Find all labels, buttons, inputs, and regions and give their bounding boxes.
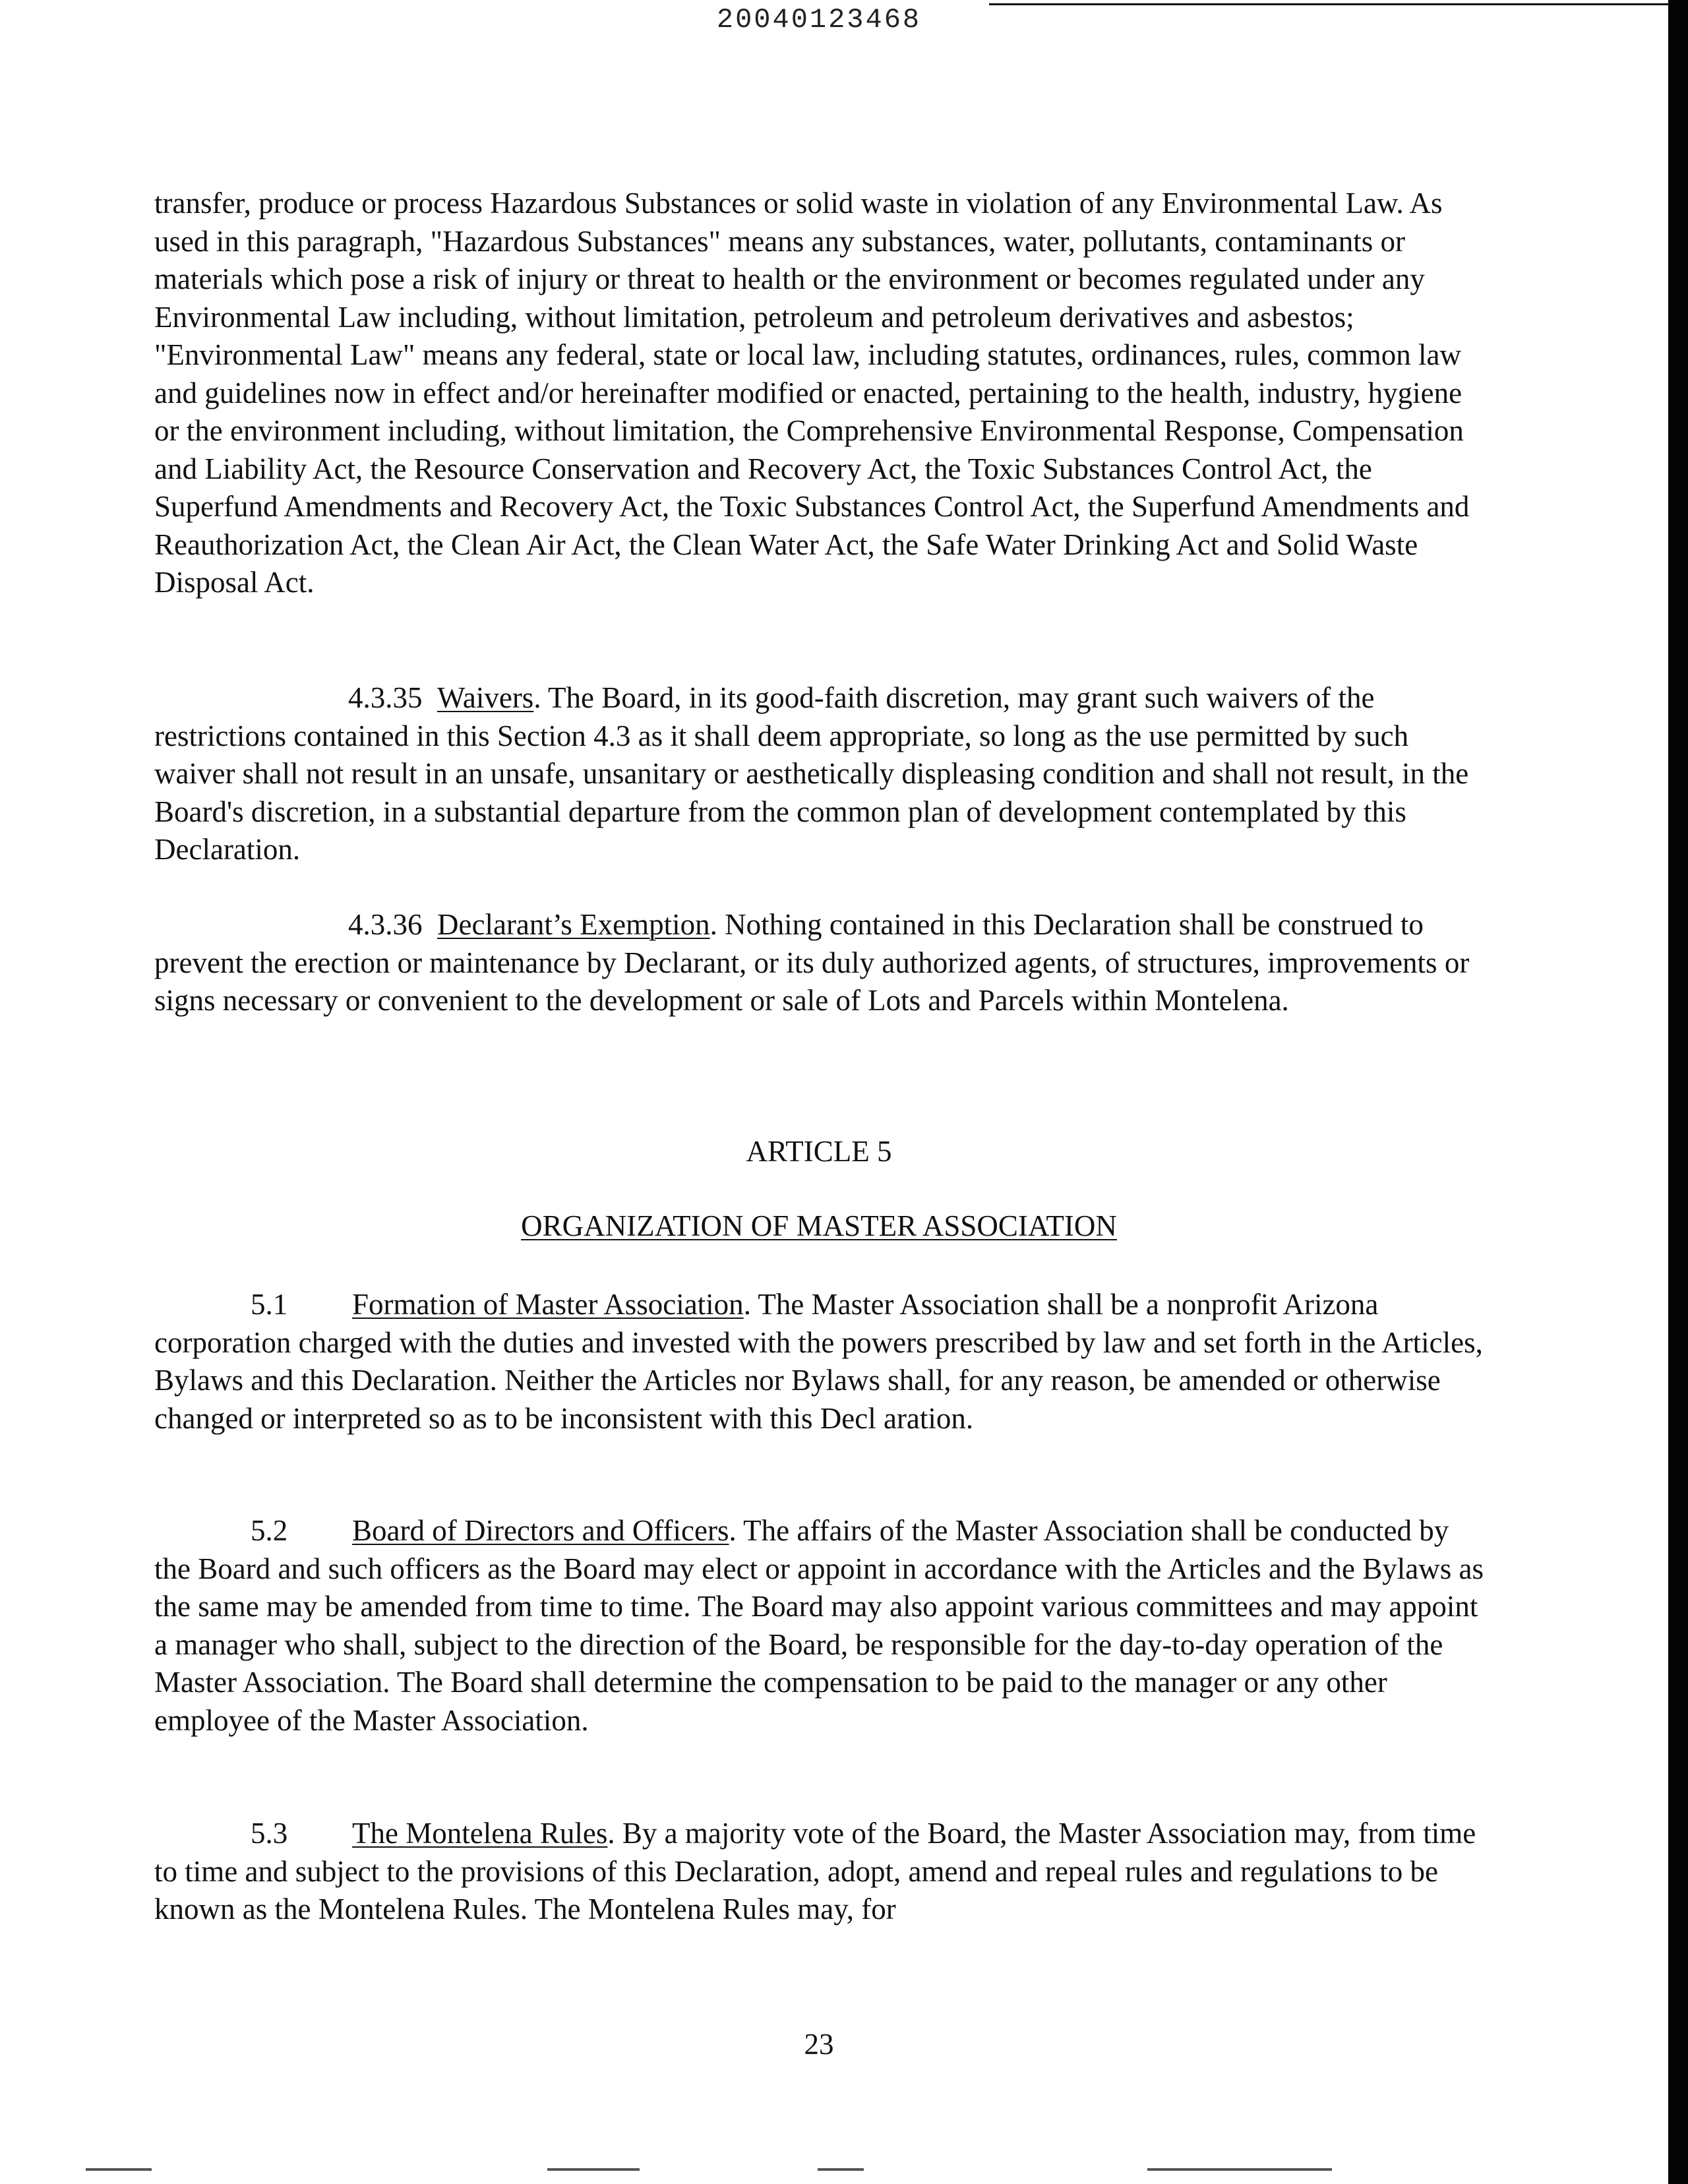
- section-title: Waivers: [437, 681, 534, 714]
- section-5-3: [154, 1815, 1486, 1929]
- section-title: Declarant’s Exemption: [437, 908, 710, 941]
- section-4-3-35: [154, 679, 1486, 869]
- section-number: 4.3.36: [348, 908, 423, 941]
- section-body: . By a majority vote of the Board, the Master Association may, from time to time and subject to the provisions of this Declaration, adopt, amend and repeal rules and regulations to be known as the Montelena Rules. The Montelena Rules may, for: [154, 1817, 1476, 1926]
- article-title: [0, 1209, 1638, 1243]
- section-number: 5.3: [251, 1817, 288, 1850]
- article-label: ARTICLE 5: [746, 1135, 892, 1168]
- page-number: 23: [804, 2028, 834, 2061]
- paragraph-hazardous-substances: [154, 185, 1486, 602]
- section-number: 5.1: [251, 1288, 288, 1321]
- paragraph-text: transfer, produce or process Hazardous Substances or solid waste in violation of any Environmental Law. As used in this paragraph, "Hazardous Substances" means any substances, water, pollutants, contaminants or materials which pose a risk of injury or threat to health or the environment or becomes regulated under any Environmental Law including, without limitation, petroleum and petroleum derivatives and asbestos; "Environmental Law" means any federal, state or local law, including statutes, ordinances, rules, common law and guidelines now in effect and/or hereinafter modified or enacted, pertaining to the health, industry, hygiene or the environment including, without limitation, the Comprehensive Environmental Response, Compensation and Liability Act, the Resource Conservation and Recovery Act, the Toxic Substances Control Act, the Superfund Amendments and Recovery Act, the Toxic Substances Control Act, the Superfund Amendments and Reauthorization Act, the Clean Air Act, the Clean Water Act, the Safe Water Drinking Act and Solid Waste Disposal Act.: [154, 187, 1470, 599]
- scan-noise-mark: [547, 2168, 640, 2171]
- section-4-3-36: [154, 906, 1486, 1020]
- section-title: Board of Directors and Officers: [352, 1514, 729, 1547]
- section-title: Formation of Master Association: [352, 1288, 744, 1321]
- section-5-2: [154, 1512, 1486, 1740]
- article-title-text: ORGANIZATION OF MASTER ASSOCIATION: [521, 1209, 1117, 1242]
- section-number: 4.3.35: [348, 681, 423, 714]
- section-body: . Nothing contained in this Declaration shall be construed to prevent the erection or maintenance by Declarant, or its duly authorized agents, of structures, improvements or signs necessary or convenient to the development or sale of Lots and Parcels within Montelena.: [154, 908, 1470, 1017]
- scan-noise-mark: [86, 2168, 152, 2171]
- scan-noise-mark: [818, 2168, 864, 2171]
- section-body: . The Master Association shall be a nonprofit Arizona corporation charged with the duties and invested with the powers prescribed by law and set forth in the Articles, Bylaws and this Declaration. Neither the Articles nor Bylaws shall, for any reason, be amended or otherwise changed or interpreted so as to be inconsistent with this Decl aration.: [154, 1288, 1483, 1435]
- section-title: The Montelena Rules: [352, 1817, 608, 1850]
- scan-noise-mark: [1147, 2168, 1332, 2171]
- section-number: 5.2: [251, 1514, 288, 1547]
- scan-edge-bar: [1668, 0, 1688, 2184]
- section-5-1: [154, 1286, 1486, 1438]
- section-body: . The Board, in its good-faith discretion, may grant such waivers of the restrictions contained in this Section 4.3 as it shall deem appropriate, so long as the use permitted by such waiver shall not result in an unsafe, unsanitary or aesthetically displeasing condition and shall not result, in the Board's discretion, in a substantial departure from the common plan of development contemplated by this Declaration.: [154, 681, 1469, 866]
- section-body: . The affairs of the Master Association shall be conducted by the Board and such officers as the Board may elect or appoint in accordance with the Articles and the Bylaws as the same may be amended from time to time. The Board may also appoint various committees and may appoint a manager who shall, subject to the direction of the Board, be responsible for the day-to-day operation of the Master Association. The Board shall determine the compensation to be paid to the manager or any other employee of the Master Association.: [154, 1514, 1484, 1737]
- document-number: 20040123468: [716, 4, 922, 36]
